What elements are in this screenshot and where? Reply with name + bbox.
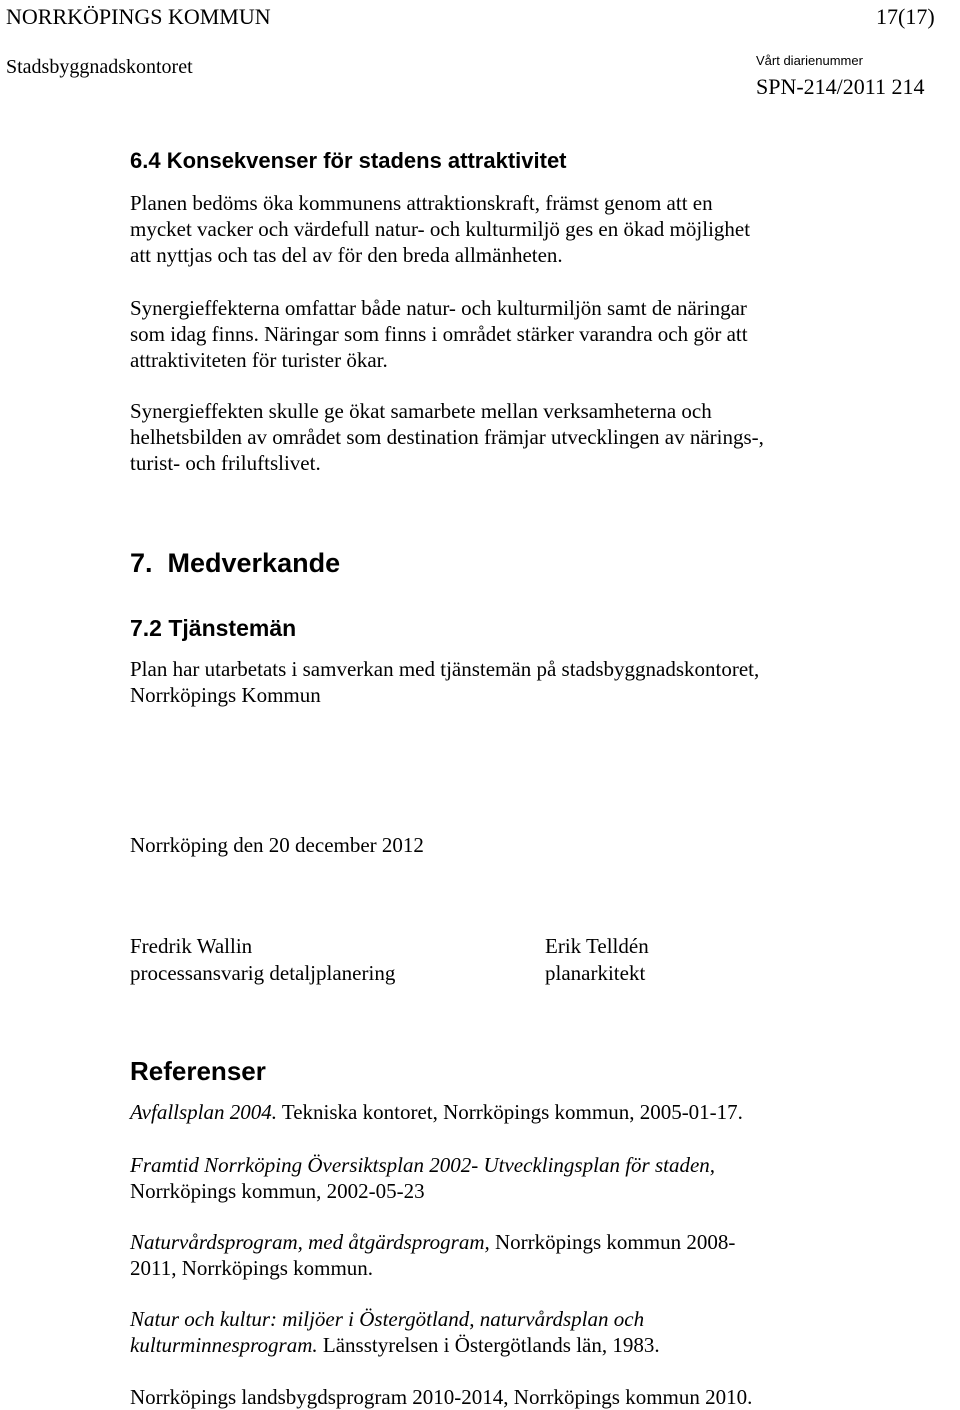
paragraph-officials xyxy=(130,656,870,708)
reference-source: Tekniska kontoret, Norrköpings kommun, 2005-01-17. xyxy=(277,1100,743,1124)
reference-label: Vårt diarienummer xyxy=(756,53,863,68)
reference-source: Länsstyrelsen i Östergötlands län, 1983. xyxy=(317,1333,660,1357)
paragraph-line: som idag finns. Näringar som finns i området stärker varandra och gör att xyxy=(130,322,748,346)
reference-item: Norrköpings landsbygdsprogram 2010-2014, Norrköpings kommun 2010. xyxy=(130,1385,753,1409)
paragraph-line: Norrköpings Kommun xyxy=(130,683,321,707)
signatory-left-title: processansvarig detaljplanering xyxy=(130,961,396,985)
paragraph-line: helhetsbilden av området som destination främjar utvecklingen av närings-, xyxy=(130,425,764,449)
section-heading-7: 7. Medverkande xyxy=(130,548,341,578)
department-name: Stadsbyggnadskontoret xyxy=(6,56,193,78)
signatory-left-name: Fredrik Wallin xyxy=(130,934,253,958)
paragraph-line: attraktiviteten för turister ökar. xyxy=(130,348,388,372)
paragraph-line: Plan har utarbetats i samverkan med tjänstemän på stadsbyggnadskontoret, xyxy=(130,657,760,681)
reference-title: kulturminnesprogram. xyxy=(130,1333,318,1357)
paragraph-synergies xyxy=(130,295,870,373)
signatory-right-name: Erik Telldén xyxy=(545,934,649,958)
place-and-date: Norrköping den 20 december 2012 xyxy=(130,833,424,857)
reference-item xyxy=(130,1306,870,1358)
paragraph-line: att nyttjas och tas del av för den breda allmänheten. xyxy=(130,243,563,267)
reference-title: Naturvårdsprogram, med åtgärdsprogram, xyxy=(130,1230,490,1254)
organization-name: NORRKÖPINGS KOMMUN xyxy=(6,4,271,29)
reference-source: Norrköpings kommun 2008- xyxy=(489,1230,736,1254)
reference-item xyxy=(130,1099,743,1125)
paragraph-attraction xyxy=(130,190,870,268)
page-number: 17(17) xyxy=(876,4,935,29)
reference-title: Avfallsplan 2004. xyxy=(130,1100,277,1124)
section-heading-7-2: 7.2 Tjänstemän xyxy=(130,615,297,641)
paragraph-line: Synergieffekten skulle ge ökat samarbete mellan verksamheterna och xyxy=(130,399,712,423)
paragraph-line: mycket vacker och värdefull natur- och kulturmiljö ges en ökad möjlighet xyxy=(130,217,751,241)
paragraph-line: turist- och friluftslivet. xyxy=(130,451,321,475)
reference-title: Framtid Norrköping Översiktsplan 2002- Utvecklingsplan för staden, xyxy=(130,1153,716,1177)
reference-title: Natur och kultur: miljöer i Östergötland, naturvårdsplan och xyxy=(130,1307,645,1331)
paragraph-synergy-effect xyxy=(130,398,870,476)
references-heading: Referenser xyxy=(130,1056,266,1086)
section-heading-6-4: 6.4 Konsekvenser för stadens attraktivitet xyxy=(130,148,567,173)
signatory-right-title: planarkitekt xyxy=(545,961,646,985)
reference-line xyxy=(130,1332,870,1358)
reference-item xyxy=(130,1229,870,1281)
reference-line xyxy=(130,1229,870,1255)
paragraph-line: Planen bedöms öka kommunens attraktionskraft, främst genom att en xyxy=(130,191,713,215)
reference-source: 2011, Norrköpings kommun. xyxy=(130,1256,374,1280)
paragraph-line: Synergieffekterna omfattar både natur- och kulturmiljön samt de näringar xyxy=(130,296,747,320)
reference-number: SPN-214/2011 214 xyxy=(756,74,925,99)
reference-source: Norrköpings kommun, 2002-05-23 xyxy=(130,1179,425,1203)
reference-item xyxy=(130,1152,870,1204)
